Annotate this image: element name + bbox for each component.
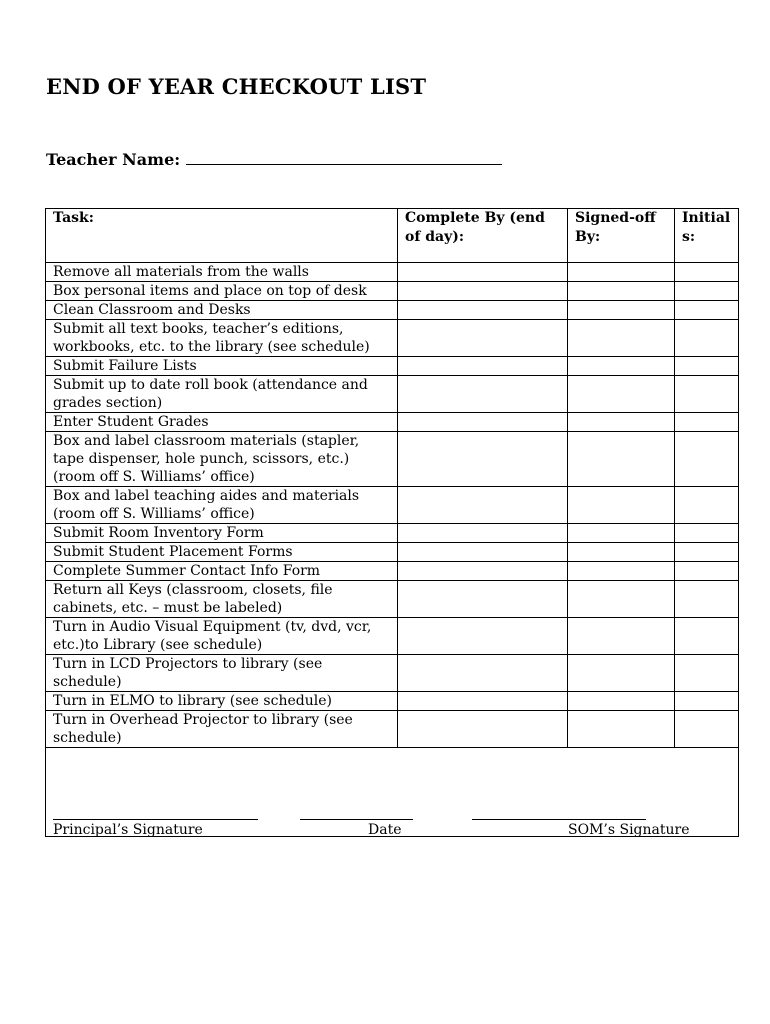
task-cell: Return all Keys (classroom, closets, file cabinets, etc. – must be labeled): [46, 581, 398, 618]
checkout-table: [45, 208, 739, 837]
initials-cell[interactable]: [675, 487, 739, 524]
som-signature-label: SOM’s Signature: [568, 822, 690, 838]
complete-by-cell[interactable]: [398, 376, 568, 413]
task-cell: Complete Summer Contact Info Form: [46, 562, 398, 581]
table-row: [46, 487, 739, 524]
task-cell: Enter Student Grades: [46, 413, 398, 432]
table-row: [46, 562, 739, 581]
table-row: [46, 692, 739, 711]
principal-signature-line[interactable]: [53, 819, 258, 820]
signed-off-cell[interactable]: [568, 263, 675, 282]
signature-cell: [46, 748, 739, 837]
complete-by-cell[interactable]: [398, 357, 568, 376]
initials-cell[interactable]: [675, 562, 739, 581]
initials-cell[interactable]: [675, 581, 739, 618]
task-cell: Submit Room Inventory Form: [46, 524, 398, 543]
task-cell: Box personal items and place on top of desk: [46, 282, 398, 301]
table-row: [46, 413, 739, 432]
signature-row: [46, 748, 739, 837]
complete-by-cell[interactable]: [398, 301, 568, 320]
complete-by-cell[interactable]: [398, 618, 568, 655]
initials-cell[interactable]: [675, 655, 739, 692]
initials-cell[interactable]: [675, 357, 739, 376]
task-cell: Box and label classroom materials (stapler, tape dispenser, hole punch, scissors, etc.) (room off S. Williams’ office): [46, 432, 398, 487]
signed-off-cell[interactable]: [568, 711, 675, 748]
table-row: [46, 357, 739, 376]
complete-by-cell[interactable]: [398, 524, 568, 543]
initials-cell[interactable]: [675, 282, 739, 301]
initials-cell[interactable]: [675, 413, 739, 432]
principal-signature-label: Principal’s Signature: [53, 822, 203, 838]
signed-off-cell[interactable]: [568, 413, 675, 432]
task-cell: Clean Classroom and Desks: [46, 301, 398, 320]
teacher-name-label: Teacher Name:: [46, 150, 181, 169]
task-cell: Turn in LCD Projectors to library (see schedule): [46, 655, 398, 692]
header-task: Task:: [46, 209, 398, 263]
table-row: [46, 543, 739, 562]
task-cell: Turn in Audio Visual Equipment (tv, dvd, vcr, etc.)to Library (see schedule): [46, 618, 398, 655]
header-initials: Initials:: [675, 209, 739, 263]
signed-off-cell[interactable]: [568, 581, 675, 618]
complete-by-cell[interactable]: [398, 562, 568, 581]
som-signature-line[interactable]: [472, 819, 646, 820]
signed-off-cell[interactable]: [568, 487, 675, 524]
signed-off-cell[interactable]: [568, 432, 675, 487]
table-row: [46, 581, 739, 618]
table-row: [46, 655, 739, 692]
initials-cell[interactable]: [675, 376, 739, 413]
table-row: [46, 320, 739, 357]
initials-cell[interactable]: [675, 524, 739, 543]
complete-by-cell[interactable]: [398, 655, 568, 692]
complete-by-cell[interactable]: [398, 263, 568, 282]
signed-off-cell[interactable]: [568, 301, 675, 320]
table-row: [46, 263, 739, 282]
teacher-name-field: [46, 150, 502, 169]
signed-off-cell[interactable]: [568, 357, 675, 376]
task-cell: Turn in Overhead Projector to library (see schedule): [46, 711, 398, 748]
table-row: [46, 432, 739, 487]
table-row: [46, 282, 739, 301]
task-cell: Submit up to date roll book (attendance and grades section): [46, 376, 398, 413]
complete-by-cell[interactable]: [398, 487, 568, 524]
task-cell: Submit all text books, teacher’s editions, workbooks, etc. to the library (see schedule): [46, 320, 398, 357]
table-row: [46, 618, 739, 655]
signed-off-cell[interactable]: [568, 562, 675, 581]
complete-by-cell[interactable]: [398, 581, 568, 618]
signed-off-cell[interactable]: [568, 618, 675, 655]
table-header-row: [46, 209, 739, 263]
task-cell: Submit Student Placement Forms: [46, 543, 398, 562]
table-row: [46, 301, 739, 320]
initials-cell[interactable]: [675, 263, 739, 282]
signed-off-cell[interactable]: [568, 524, 675, 543]
task-cell: Box and label teaching aides and materials (room off S. Williams’ office): [46, 487, 398, 524]
signed-off-cell[interactable]: [568, 282, 675, 301]
signed-off-cell[interactable]: [568, 692, 675, 711]
complete-by-cell[interactable]: [398, 432, 568, 487]
complete-by-cell[interactable]: [398, 711, 568, 748]
date-label: Date: [368, 822, 402, 838]
initials-cell[interactable]: [675, 692, 739, 711]
signed-off-cell[interactable]: [568, 543, 675, 562]
table-row: [46, 376, 739, 413]
complete-by-cell[interactable]: [398, 543, 568, 562]
task-cell: Submit Failure Lists: [46, 357, 398, 376]
complete-by-cell[interactable]: [398, 282, 568, 301]
initials-cell[interactable]: [675, 432, 739, 487]
initials-cell[interactable]: [675, 618, 739, 655]
initials-cell[interactable]: [675, 543, 739, 562]
task-cell: Turn in ELMO to library (see schedule): [46, 692, 398, 711]
initials-cell[interactable]: [675, 301, 739, 320]
complete-by-cell[interactable]: [398, 692, 568, 711]
signed-off-cell[interactable]: [568, 320, 675, 357]
task-cell: Remove all materials from the walls: [46, 263, 398, 282]
table-row: [46, 524, 739, 543]
signed-off-cell[interactable]: [568, 655, 675, 692]
complete-by-cell[interactable]: [398, 320, 568, 357]
complete-by-cell[interactable]: [398, 413, 568, 432]
initials-cell[interactable]: [675, 711, 739, 748]
header-signed-off: Signed-off By:: [568, 209, 675, 263]
date-line[interactable]: [300, 819, 413, 820]
header-complete-by: Complete By (end of day):: [398, 209, 568, 263]
page-title: END OF YEAR CHECKOUT LIST: [46, 74, 427, 99]
table-row: [46, 711, 739, 748]
initials-cell[interactable]: [675, 320, 739, 357]
teacher-name-blank[interactable]: [186, 150, 502, 165]
signed-off-cell[interactable]: [568, 376, 675, 413]
